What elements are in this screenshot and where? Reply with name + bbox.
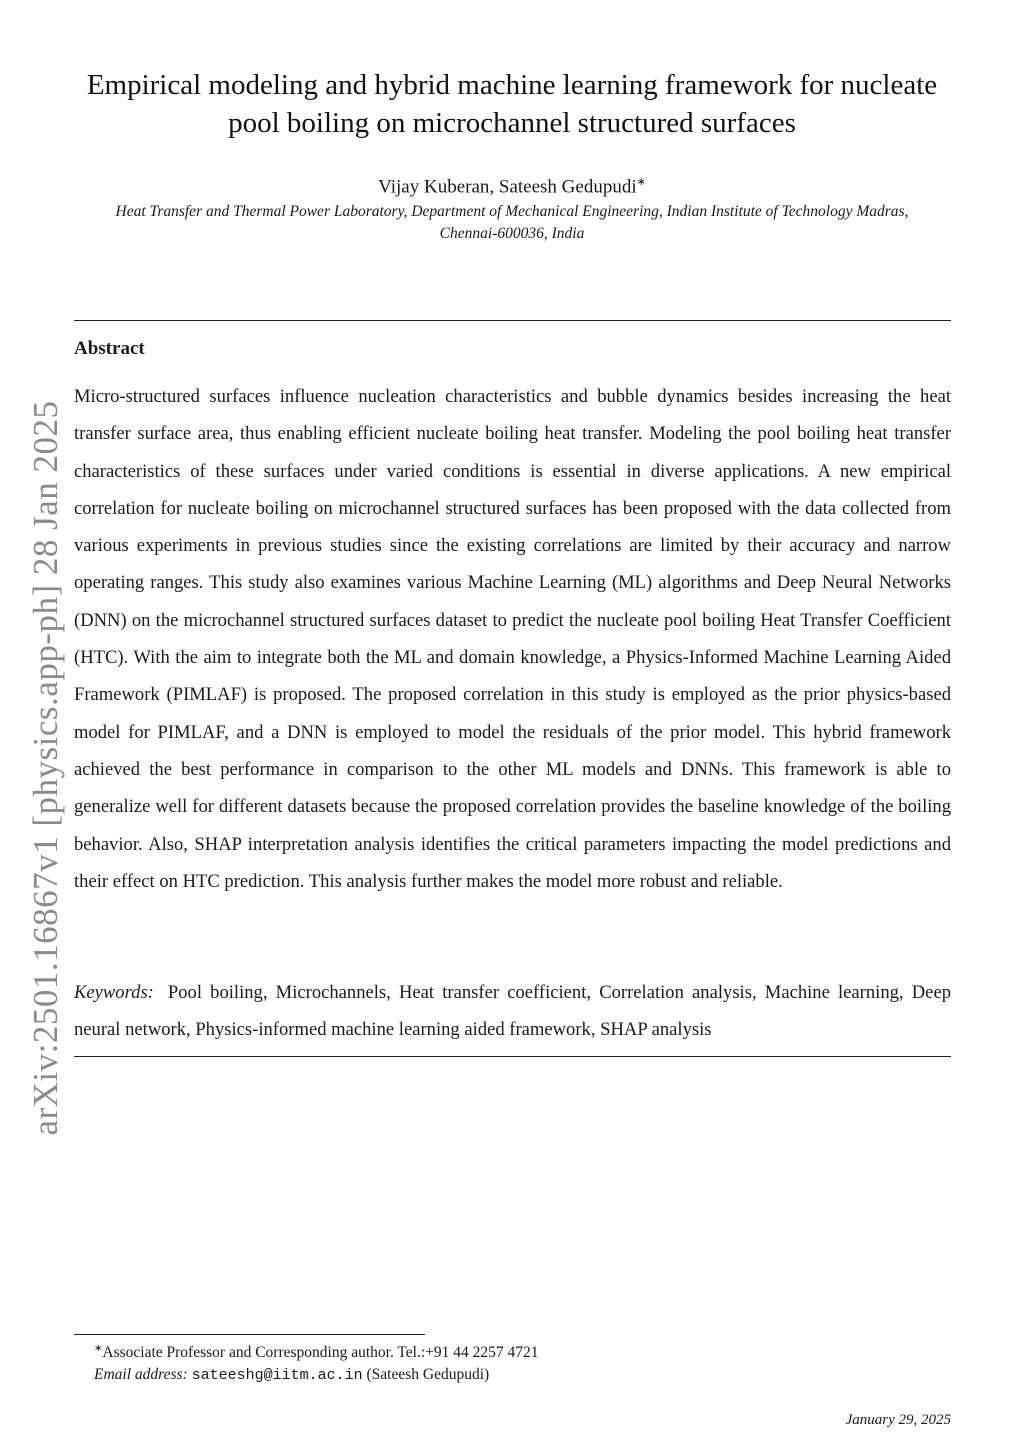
- footnote-contact: [94, 1338, 539, 1364]
- keywords-label: Keywords:: [74, 982, 154, 1003]
- abstract-bottom-rule: [74, 1056, 951, 1057]
- footnote-line-1: Associate Professor and Corresponding author. Tel.:+91 44 2257 4721: [102, 1344, 539, 1362]
- author-list: [60, 170, 964, 199]
- email-owner: (Sateesh Gedupudi): [366, 1366, 490, 1384]
- abstract-top-rule: [74, 320, 951, 321]
- title-line-1: Empirical modeling and hybrid machine learning framework for nucleate: [86, 69, 938, 101]
- title-line-2: pool boiling on microchannel structured surfaces: [228, 107, 796, 139]
- author-names: Vijay Kuberan, Sateesh Gedupudi: [378, 176, 637, 198]
- abstract-text: Micro-structured surfaces influence nucleation characteristics and bubble dynamics besides increasing the heat transfer surface area, thus enabling efficient nucleate boiling heat transfer. Modeling the pool boiling heat transfer characteristics of these surfaces under varied conditions is essential in diverse applications. A new empirical correlation for nucleate boiling on microchannel structured surfaces has been proposed with the data collected from various experiments in previous studies since the existing correlations are limited by their accuracy and narrow operating ranges. This study also examines various Machine Learning (ML) algorithms and Deep Neural Networks (DNN) on the microchannel structured surfaces dataset to predict the nucleate pool boiling Heat Transfer Coefficient (HTC). With the aim to integrate both the ML and domain knowledge, a Physics-Informed Machine Learning Aided Framework (PIMLAF) is proposed. The proposed correlation in this study is employed as the prior physics-based model for PIMLAF, and a DNN is employed to model the residuals of the prior model. This hybrid framework achieved the best performance in comparison to the other ML models and DNNs. This framework is able to generalize well for different datasets because the proposed correlation provides the baseline knowledge of the boiling behavior. Also, SHAP interpretation analysis identifies the critical parameters impacting the model predictions and their effect on HTC prediction. This analysis further makes the model more robust and reliable.: [74, 386, 951, 892]
- keywords: [74, 974, 951, 1048]
- affiliation: Heat Transfer and Thermal Power Laboratory, Department of Mechanical Engineering, Indian Institute of Technology Madras, Chennai-600036, India: [115, 203, 909, 242]
- email-label: Email address:: [94, 1366, 188, 1384]
- abstract-heading: Abstract: [74, 338, 145, 359]
- corresponding-author-mark: ∗: [636, 176, 646, 188]
- footnote-rule: [74, 1334, 425, 1335]
- preprint-date: January 29, 2025: [845, 1412, 951, 1428]
- footnote: [94, 1338, 539, 1387]
- email-address[interactable]: sateeshg@iitm.ac.in: [191, 1367, 363, 1385]
- paper-title: [60, 66, 964, 142]
- arxiv-identifier-stamp: arXiv:2501.16867v1 [physics.app-ph] 28 Jan 2025: [26, 400, 65, 1136]
- footnote-email-line: [94, 1364, 539, 1387]
- keywords-text: Pool boiling, Microchannels, Heat transfer coefficient, Correlation analysis, Machine learning, Deep neural network, Physics-informed machine learning aided framework, SHAP analysis: [74, 982, 951, 1040]
- footnote-mark: ∗: [94, 1343, 103, 1354]
